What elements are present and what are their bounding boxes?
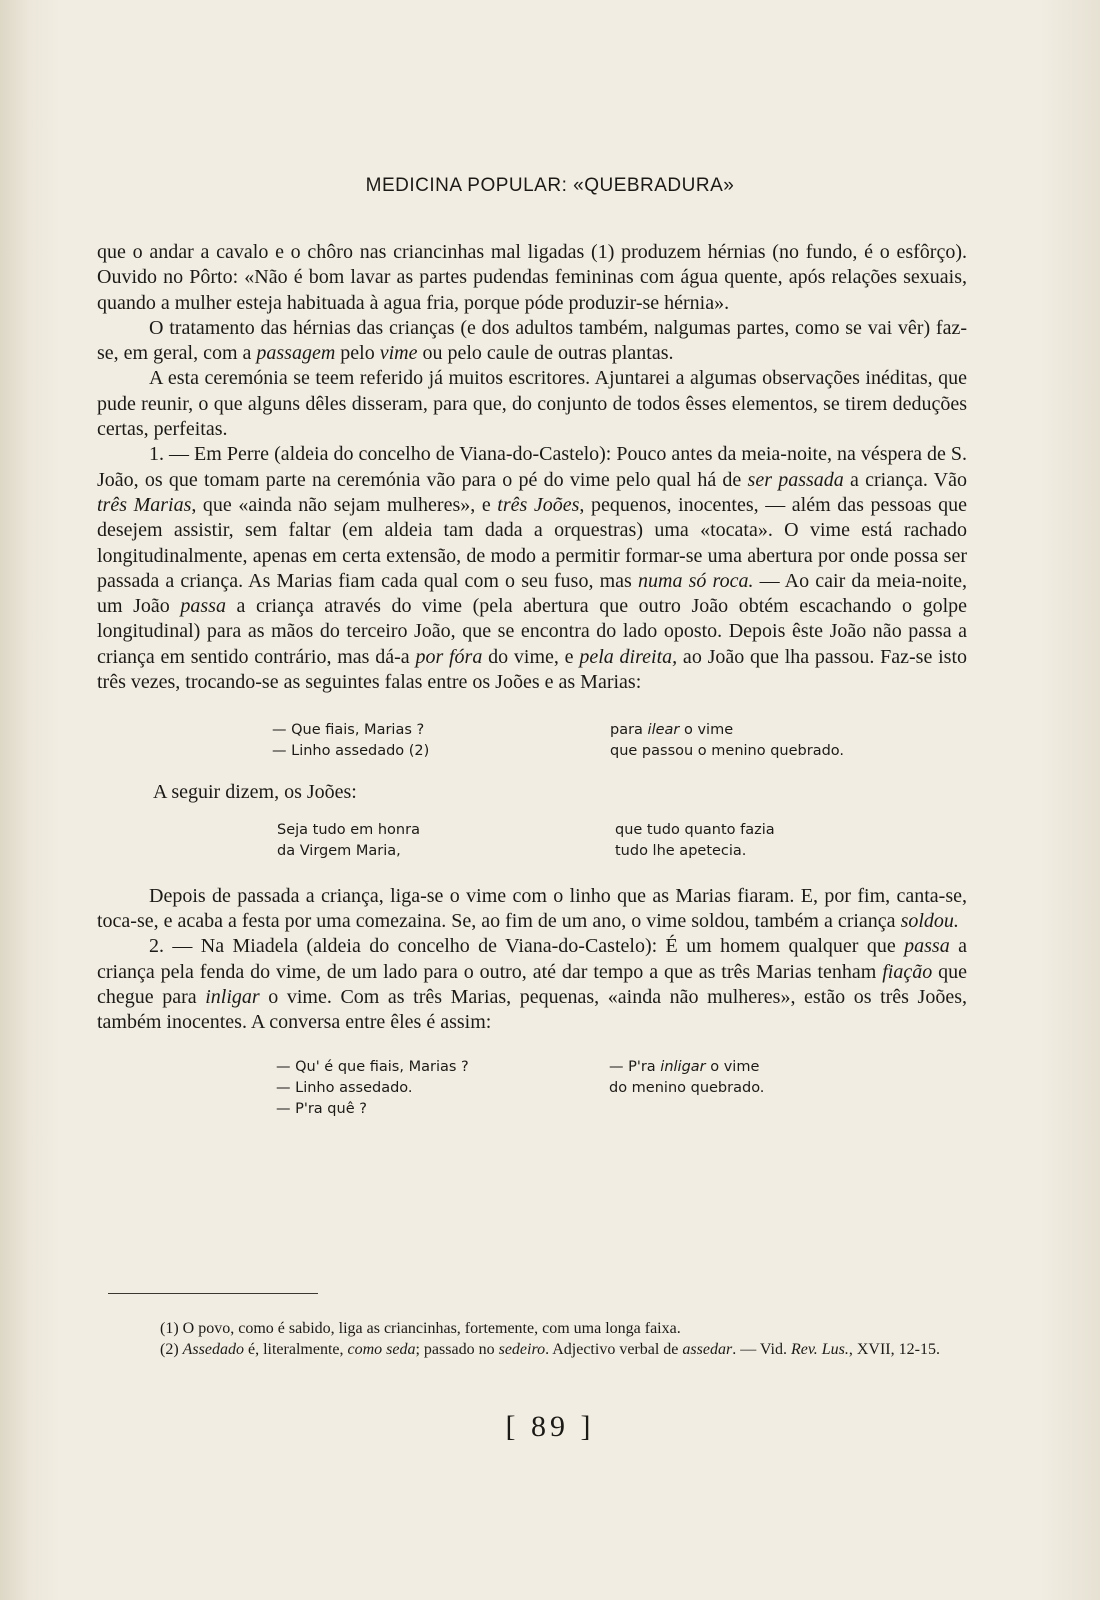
verse-line: Seja tudo em honra [277, 821, 420, 838]
verse-3-right [609, 1057, 947, 1120]
verse-block-1 [97, 720, 967, 762]
running-head: MEDICINA POPULAR: «QUEBRADURA» [365, 175, 735, 196]
verse-line: — Qu' é que fiais, Marias ? [276, 1059, 469, 1076]
verse-line: da Virgem Maria, [277, 842, 401, 859]
verse-line: para ilear o vime [610, 722, 734, 739]
paragraph-1: que o andar a cavalo e o chôro nas criancinhas mal ligadas (1) produzem hérnias (no fundo, é o esfôrço). Ouvido no Pôrto: «Não é bom lavar as partes pudendas femininas com água quente, após relações sexuais, quando a mulher esteja habituada à agua fria, porque póde produzir-se hérnia». [97, 241, 967, 314]
verse-line: tudo lhe apetecia. [615, 842, 747, 859]
verse-line: que tudo quanto fazia [615, 821, 775, 838]
paragraph-4: 1. — Em Perre (aldeia do concelho de Viana-do-Castelo): Pouco antes da meia-noite, na véspera de S. João, os que tomam parte na ceremónia vão para o pé do vime pelo qual há de ser passada a criança. Vão três Marias, que «ainda não sejam mulheres», e três Joões, pequenos, inocentes, — além das pessoas que desejem assistir, sem faltar (em aldeia tam dada a orquestras) uma «tocata». O vime está rachado longitudinalmente, apenas em certa extensão, de modo a permitir formar-se uma abertura por onde possa ser passada a criança. As Marias fiam cada qual com o seu fuso, mas numa só roca. — Ao cair da meia-noite, um João passa a criança através do vime (pela abertura que outro João obtém escachando o golpe longitudinal) para as mãos do terceiro João, que se encontra do lado oposto. Depois êste João não passa a criança em sentido contrário, mas dá-a por fóra do vime, e pela direita, ao João que lha passou. Faz-se isto três vezes, trocando-se as seguintes falas entre os Joões e as Marias: [97, 443, 968, 694]
verse-line: que passou o menino quebrado. [610, 743, 845, 760]
page-number: [ 89 ] [505, 1410, 595, 1443]
verse-1-left [272, 720, 610, 762]
paragraph-2: O tratamento das hérnias das crianças (e dos adultos também, nalgumas partes, como se vai vêr) faz-se, em geral, com a passagem pelo vime ou pelo caule de outras plantas. [97, 316, 967, 365]
footnote-1: (1) O povo, como é sabido, liga as criancinhas, fortemente, com uma longa faixa. [160, 1320, 681, 1337]
verse-line: — P'ra quê ? [276, 1101, 367, 1118]
verse-3-left [276, 1057, 614, 1120]
paragraph-6: Depois de passada a criança, liga-se o vime com o linho que as Marias fiaram. E, por fim, canta-se, toca-se, e acaba a festa por uma comezaina. Se, ao fim de um ano, o vime soldou, também a criança soldou. [97, 884, 967, 932]
footnote-2: (2) Assedado é, literalmente, como seda; passado no sedeiro. Adjectivo verbal de assedar. — Vid. Rev. Lus., XVII, 12-15. [160, 1341, 940, 1358]
paragraph-7: 2. — Na Miadela (aldeia do concelho de Viana-do-Castelo): É um homem qualquer que passa a criança pela fenda do vime, de um lado para o outro, até dar tempo a que as três Marias tenham fiação que chegue para inligar o vime. Com as três Marias, pequenas, «ainda não mulheres», estão os três Joões, também inocentes. A conversa entre êles é assim: [97, 935, 968, 1034]
verse-line: — Linho assedado. [276, 1080, 413, 1097]
paragraph-5: A seguir dizem, os Joões: [153, 781, 357, 804]
footnote-divider [108, 1293, 318, 1294]
verse-block-3 [97, 1057, 967, 1120]
verse-line: do menino quebrado. [609, 1080, 765, 1097]
verse-line: — P'ra inligar o vime [609, 1059, 760, 1076]
verse-line: — Que fiais, Marias ? [272, 722, 425, 739]
verse-2-right [615, 820, 953, 862]
paragraph-3: A esta ceremónia se teem referido já muitos escritores. Ajuntarei a algumas observações inéditas, que pude reunir, o que alguns dêles disseram, para que, do conjunto de todos êsses elementos, se tirem deduções certas, perfeitas. [97, 367, 967, 441]
verse-line: — Linho assedado (2) [272, 743, 430, 760]
body-text [97, 240, 967, 1120]
footnotes [108, 1318, 970, 1360]
verse-1-right [610, 720, 948, 762]
verse-2-left [277, 820, 615, 862]
verse-block-2 [97, 820, 967, 862]
